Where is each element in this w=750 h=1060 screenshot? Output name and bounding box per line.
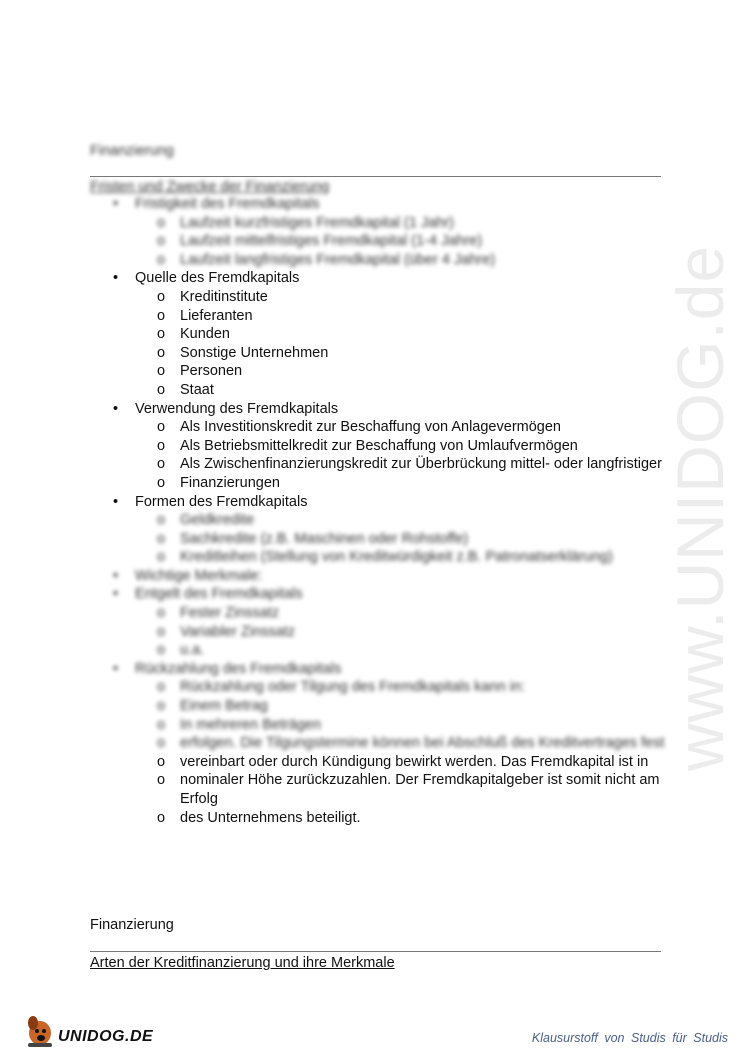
item-text: Als Investitionskredit zur Beschaffung von Anlagevermögen — [180, 419, 561, 436]
title-divider — [90, 176, 661, 177]
item-text: Quelle des Fremdkapitals — [135, 270, 300, 287]
bullet-marker: • — [113, 270, 119, 287]
bullet-marker: • — [113, 400, 119, 417]
sub-bullet-item — [90, 362, 670, 381]
sub-bullet-item — [90, 809, 670, 828]
bullet-marker: • — [113, 660, 119, 677]
sub-bullet-marker: o — [157, 549, 166, 566]
sub-bullet-marker: o — [157, 716, 166, 733]
sub-bullet-item — [90, 214, 670, 233]
item-text: Einem Betrag — [180, 698, 268, 715]
bullet-marker: • — [113, 493, 119, 510]
item-text: u.a. — [180, 642, 205, 659]
bullet-marker: • — [113, 196, 119, 212]
sub-bullet-marker: o — [157, 288, 166, 305]
sub-bullet-marker: o — [157, 642, 166, 659]
sub-bullet-marker: o — [157, 809, 166, 826]
sub-bullet-item — [90, 307, 670, 326]
item-text: Fristigkeit des Fremdkapitals — [135, 196, 320, 212]
footer-tagline: Klausurstoff von Studis für Studis — [531, 1031, 728, 1045]
item-text: Finanzierungen — [180, 474, 280, 491]
sub-bullet-marker: o — [157, 456, 166, 473]
sub-bullet-item — [90, 771, 670, 808]
watermark: www.UNIDOG.de — [663, 244, 737, 772]
bullet-item — [90, 269, 670, 288]
item-text: Variabler Zinssatz — [180, 623, 295, 640]
sub-bullet-marker: o — [157, 381, 166, 398]
sub-bullet-marker: o — [157, 233, 166, 250]
sub-bullet-marker: o — [157, 474, 166, 491]
sub-bullet-item — [90, 548, 670, 567]
sub-bullet-item — [90, 288, 670, 307]
bullet-marker: • — [113, 586, 119, 603]
sub-bullet-marker: o — [157, 605, 166, 622]
sub-bullet-marker: o — [157, 772, 166, 789]
item-text: Entgelt des Fremdkapitals — [135, 586, 303, 603]
sub-bullet-marker: o — [157, 214, 166, 231]
sub-bullet-marker: o — [157, 753, 166, 770]
item-text: Staat — [180, 381, 214, 398]
bullet-item — [90, 567, 670, 586]
item-text: des Unternehmens beteiligt. — [180, 809, 361, 826]
sub-bullet-item — [90, 641, 670, 660]
item-text: erfolgen. Die Tilgungstermine können bei Abschluß des Kreditvertrages fest — [180, 735, 665, 752]
sub-bullet-item — [90, 418, 670, 437]
sub-bullet-item — [90, 381, 670, 400]
sub-bullet-item — [90, 232, 670, 251]
item-text: Fester Zinssatz — [180, 605, 280, 622]
sub-bullet-item — [90, 474, 670, 493]
sub-bullet-item — [90, 455, 670, 474]
item-text: nominaler Höhe zurückzuzahlen. Der Fremdkapitalgeber ist somit nicht am Erfolg — [180, 772, 660, 807]
sub-bullet-marker: o — [157, 698, 166, 715]
sub-bullet-item — [90, 753, 670, 772]
item-text: Rückzahlung oder Tilgung des Fremdkapitals kann in: — [180, 679, 525, 696]
outline-list — [90, 195, 670, 827]
sub-bullet-marker: o — [157, 307, 166, 324]
sub-bullet-marker: o — [157, 679, 166, 696]
sub-bullet-marker: o — [157, 437, 166, 454]
item-text: vereinbart oder durch Kündigung bewirkt werden. Das Fremdkapital ist in — [180, 753, 649, 770]
item-text: Kunden — [180, 326, 230, 343]
item-text: Formen des Fremdkapitals — [135, 493, 308, 510]
item-text: Sonstige Unternehmen — [180, 344, 329, 361]
item-text: Kreditleihen (Stellung von Kreditwürdigkeit z.B. Patronatserklärung) — [180, 549, 613, 566]
item-text: In mehreren Beträgen — [180, 716, 322, 733]
section2-divider — [90, 951, 661, 952]
section2-subtitle: Arten der Kreditfinanzierung und ihre Merkmale — [90, 955, 395, 971]
item-text: Rückzahlung des Fremdkapitals — [135, 660, 342, 677]
sub-bullet-item — [90, 716, 670, 735]
item-text: Laufzeit langfristiges Fremdkapital (über 4 Jahre) — [180, 251, 496, 268]
bullet-item — [90, 493, 670, 512]
sub-bullet-marker: o — [157, 344, 166, 361]
sub-bullet-marker: o — [157, 623, 166, 640]
sub-bullet-item — [90, 344, 670, 363]
item-text: Laufzeit mittelfristiges Fremdkapital (1-4 Jahre) — [180, 233, 483, 250]
item-text: Lieferanten — [180, 307, 253, 324]
logo-text: UNIDOG.DE — [58, 1028, 154, 1045]
sub-bullet-marker: o — [157, 363, 166, 380]
section-subtitle: Fristen und Zwecke der Finanzierung — [90, 179, 330, 195]
sub-bullet-marker: o — [157, 530, 166, 547]
bullet-item — [90, 400, 670, 419]
sub-bullet-marker: o — [157, 419, 166, 436]
sub-bullet-marker: o — [157, 326, 166, 343]
item-text: Geldkredite — [180, 512, 255, 529]
item-text: Als Zwischenfinanzierungskredit zur Überbrückung mittel- oder langfristiger — [180, 456, 662, 473]
sub-bullet-marker: o — [157, 512, 166, 529]
item-text: Als Betriebsmittelkredit zur Beschaffung von Umlaufvermögen — [180, 437, 578, 454]
sub-bullet-item — [90, 734, 670, 753]
sub-bullet-marker: o — [157, 251, 166, 268]
sub-bullet-item — [90, 604, 670, 623]
sub-bullet-item — [90, 437, 670, 456]
sub-bullet-item — [90, 251, 670, 270]
bullet-item — [90, 660, 670, 679]
item-text: Verwendung des Fremdkapitals — [135, 400, 339, 417]
item-text: Wichtige Merkmale: — [135, 567, 263, 584]
item-text: Laufzeit kurzfristiges Fremdkapital (1 Jahr) — [180, 214, 454, 231]
item-text: Personen — [180, 363, 243, 380]
item-text: Sachkredite (z.B. Maschinen oder Rohstoffe) — [180, 530, 469, 547]
bullet-marker: • — [113, 567, 119, 584]
sub-bullet-item — [90, 623, 670, 642]
sub-bullet-item — [90, 530, 670, 549]
item-text: Kreditinstitute — [180, 288, 268, 305]
page-title: Finanzierung — [90, 143, 174, 159]
bullet-item — [90, 195, 670, 214]
sub-bullet-marker: o — [157, 735, 166, 752]
sub-bullet-item — [90, 697, 670, 716]
section2-title: Finanzierung — [90, 917, 174, 933]
sub-bullet-item — [90, 678, 670, 697]
bullet-item — [90, 585, 670, 604]
sub-bullet-item — [90, 511, 670, 530]
sub-bullet-item — [90, 325, 670, 344]
